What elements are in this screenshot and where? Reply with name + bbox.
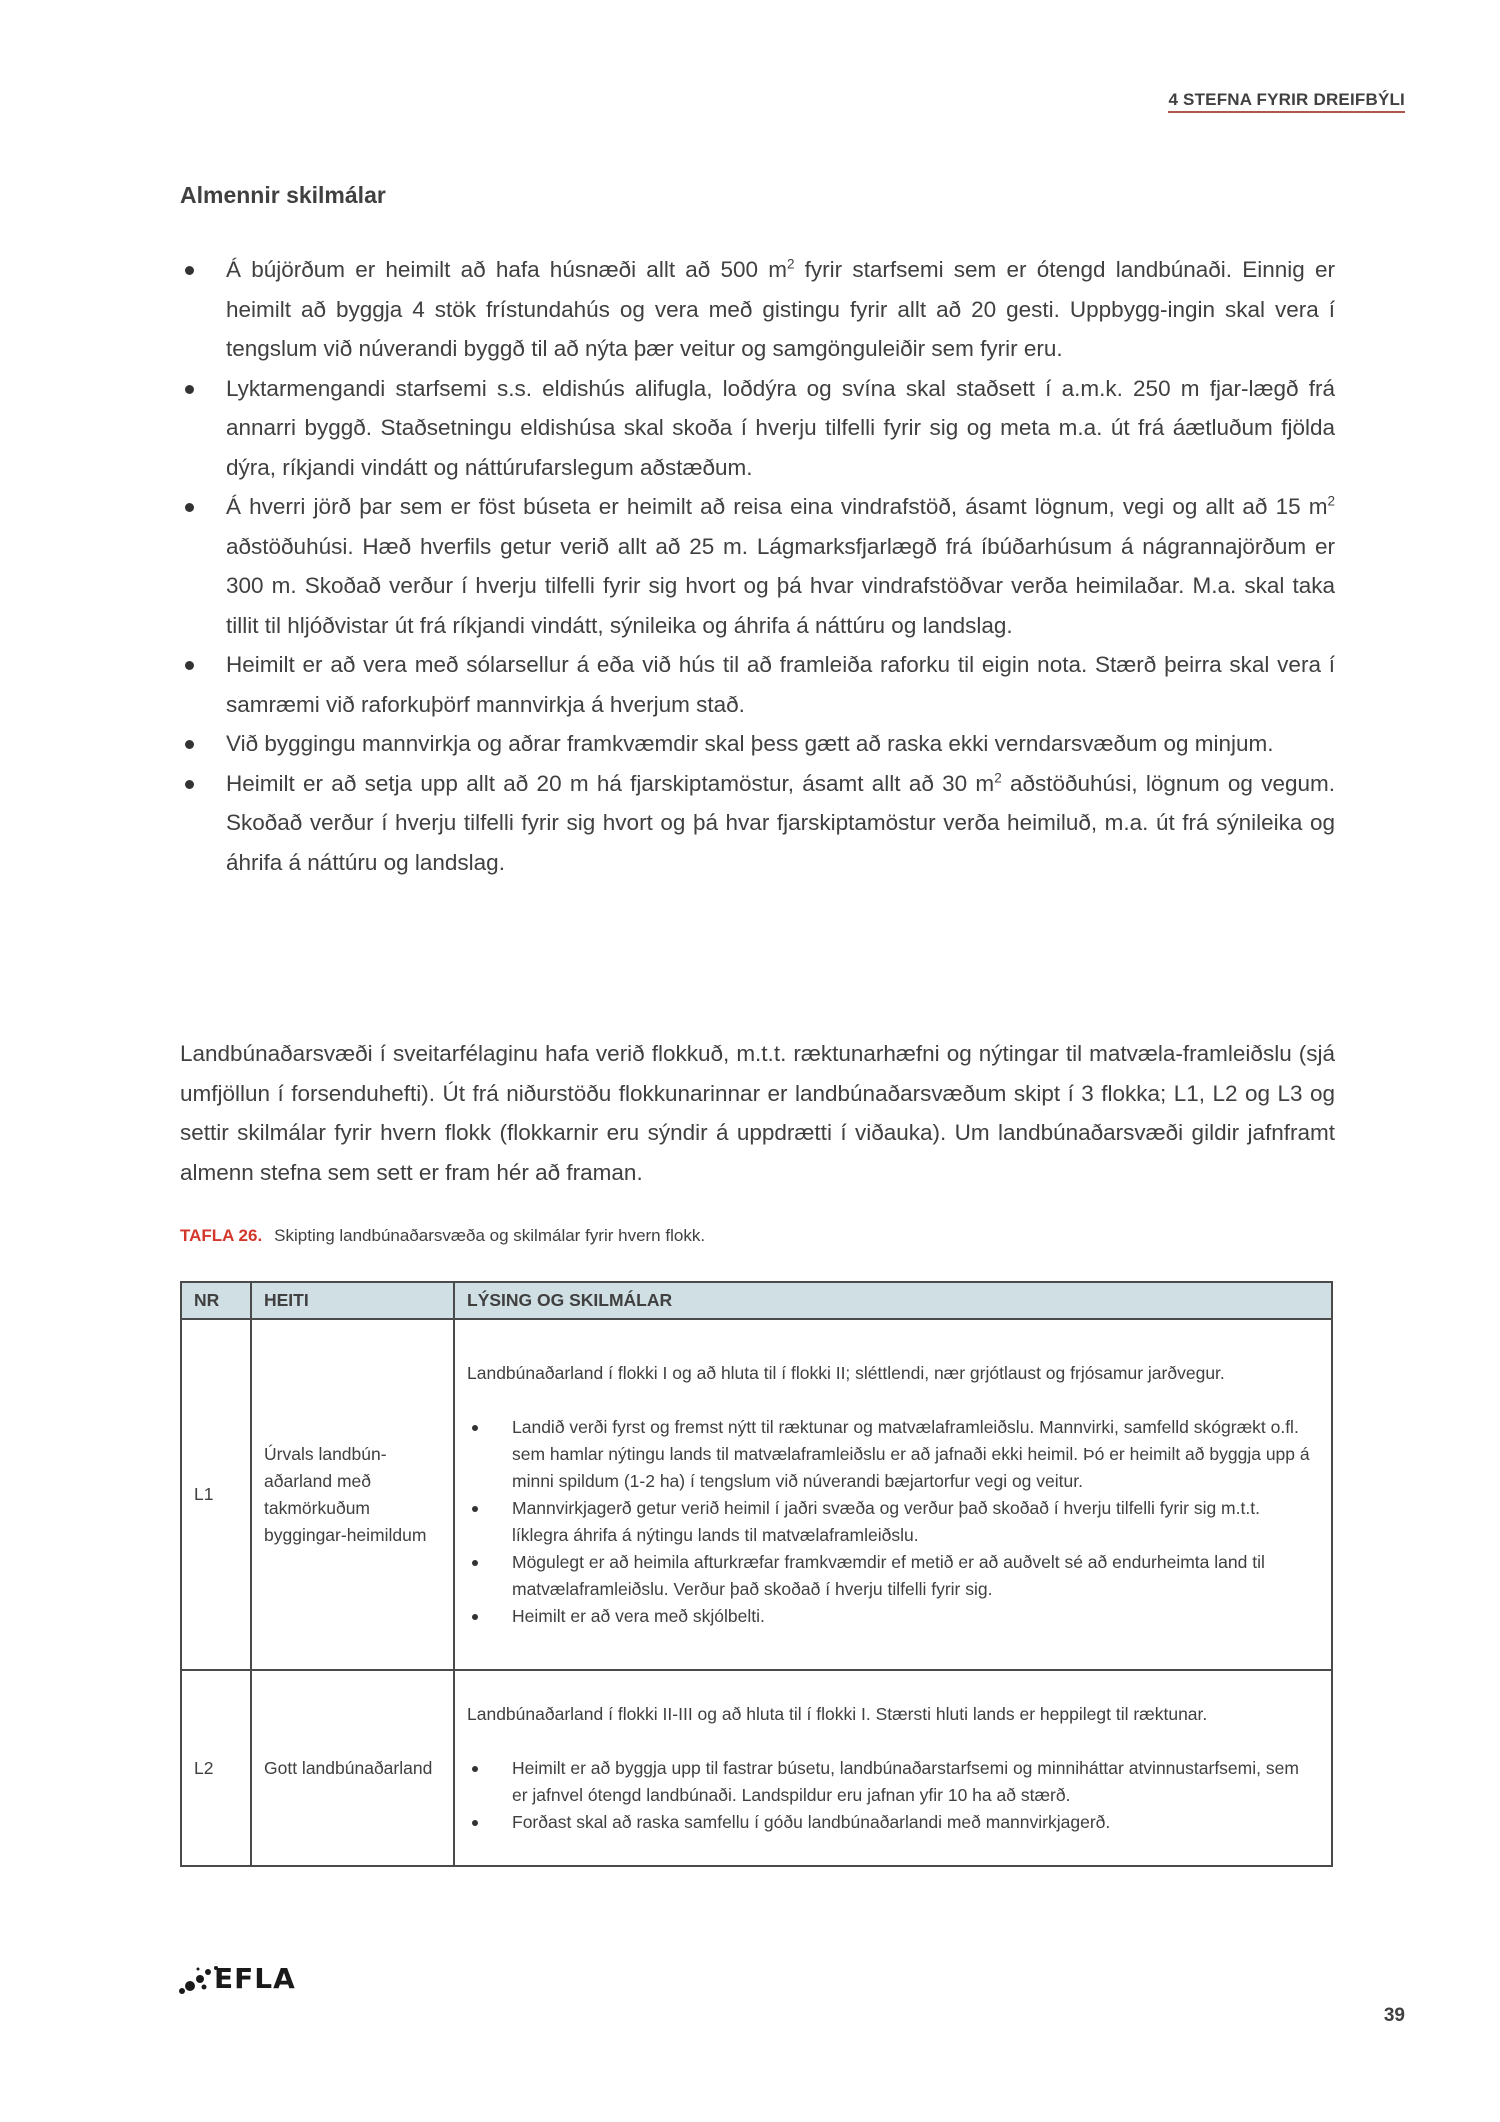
section-title: Almennir skilmálar — [180, 182, 386, 208]
bullet-icon — [472, 1425, 478, 1431]
cell-heiti: Gott landbúnaðarland — [251, 1670, 454, 1866]
table-caption-label: TAFLA 26. — [180, 1226, 263, 1245]
column-header-lysing: LÝSING OG SKILMÁLAR — [454, 1282, 1332, 1319]
bullet-icon — [185, 503, 194, 512]
cell-description — [454, 1670, 1332, 1866]
bullet-icon — [185, 661, 194, 670]
list-item: Heimilt er að setja upp allt að 20 m há fjarskiptamöstur, ásamt allt að 30 $m^2$ aðstöðuhúsi, lögnum og vegum. Skoðað verður í hverju tilfelli fyrir sig hvort og þá hvar fjarskiptamöstur verða heimiluð, m.a. út frá sýnileika og áhrifa á náttúru og landslag. — [180, 764, 1335, 883]
logo-text: EFLA — [214, 1962, 296, 1995]
table-row — [181, 1319, 1332, 1670]
list-item: Lyktarmengandi starfsemi s.s. eldishús alifugla, loðdýra og svína skal staðsett í a.m.k. 250 m fjar-lægð frá annarri byggð. Staðsetningu eldishúsa skal skoða í hverju tilfelli fyrir sig og meta m.a. út frá áætluðum fjölda dýra, ríkjandi vindátt og náttúrufarslegum aðstæðum. — [180, 369, 1335, 488]
page-number: 39 — [1383, 2005, 1405, 2026]
bullet-icon — [472, 1766, 478, 1772]
description-list — [467, 1414, 1319, 1630]
description-list — [467, 1755, 1319, 1836]
table-header-row — [181, 1282, 1332, 1319]
table-row — [181, 1670, 1332, 1866]
bullet-icon — [472, 1614, 478, 1620]
list-item: Við byggingu mannvirkja og aðrar framkvæmdir skal þess gætt að raska ekki verndarsvæðum og minjum. — [180, 724, 1335, 764]
list-item: Á hverri jörð þar sem er föst búseta er heimilt að reisa eina vindrafstöð, ásamt lögnum, vegi og allt að 15 $m^2$ aðstöðuhúsi. Hæð hverfils getur verið allt að 25 m. Lágmarksfjarlægð frá íbúðarhúsum á nágrannajörðum er 300 m. Skoðað verður í hverju tilfelli fyrir sig hvort og þá hvar vindrafstöðvar verða heimilaðar. M.a. skal taka tillit til hljóðvistar út frá ríkjandi vindátt, sýnileika og áhrifa á náttúru og landslag. — [180, 487, 1335, 645]
table-caption-text: Skipting landbúnaðarsvæða og skilmálar fyrir hvern flokk. — [274, 1226, 706, 1245]
general-terms-list — [180, 250, 1335, 882]
table-caption — [180, 1226, 705, 1246]
bullet-icon — [185, 385, 194, 394]
description-intro: Landbúnaðarland í flokki II-III og að hluta til í flokki I. Stærsti hluti lands er heppilegt til ræktunar. — [467, 1703, 1208, 1724]
chapter-header: 4 STEFNA FYRIR DREIFBÝLI — [1168, 90, 1405, 113]
cell-nr: L1 — [181, 1319, 251, 1670]
list-item: Á bújörðum er heimilt að hafa húsnæði allt að 500 $m^2$ fyrir starfsemi sem er ótengd landbúnaði. Einnig er heimilt að byggja 4 stök frístundahús og vera með gistingu fyrir allt að 20 gesti. Uppbygg-ingin skal vera í tengslum við núverandi byggð til að nýta þær veitur og samgönguleiðir sem fyrir eru. — [180, 250, 1335, 369]
list-item: Heimilt er að byggja upp til fastrar búsetu, landbúnaðarstarfsemi og minniháttar atvinnustarfsemi, sem er jafnvel ótengd landbúnaði. Landspildur eru jafnan yfir 10 ha að stærð. — [467, 1755, 1319, 1809]
bullet-icon — [472, 1560, 478, 1566]
list-item: Mögulegt er að heimila afturkræfar framkvæmdir ef metið er að auðvelt sé að endurheimta land til matvælaframleiðslu. Verður það skoðað í hverju tilfelli fyrir sig. — [467, 1549, 1319, 1603]
list-item: Forðast skal að raska samfellu í góðu landbúnaðarlandi með mannvirkjagerð. — [467, 1809, 1319, 1836]
list-item: Heimilt er að vera með skjólbelti. — [467, 1603, 1319, 1630]
bullet-icon — [185, 780, 194, 789]
land-classification-table — [180, 1281, 1333, 1867]
body-paragraph: Landbúnaðarsvæði í sveitarfélaginu hafa verið flokkuð, m.t.t. ræktunarhæfni og nýtingar til matvæla-framleiðslu (sjá umfjöllun í forsenduhefti). Út frá niðurstöðu flokkunarinnar er landbúnaðarsvæðum skipt í 3 flokka; L1, L2 og L3 og settir skilmálar fyrir hvern flokk (flokkarnir eru sýndir á uppdrætti í viðauka). Um landbúnaðarsvæði gildir jafnframt almenn stefna sem sett er fram hér að framan. — [180, 1041, 1335, 1185]
description-intro: Landbúnaðarland í flokki I og að hluta til í flokki II; sléttlendi, nær grjótlaust og frjósamur jarðvegur. — [467, 1362, 1225, 1383]
bullet-icon — [472, 1820, 478, 1826]
column-header-nr: NR — [181, 1282, 251, 1319]
bullet-icon — [185, 740, 194, 749]
list-item: Landið verði fyrst og fremst nýtt til ræktunar og matvælaframleiðslu. Mannvirki, samfelld skógrækt o.fl. sem hamlar nýtingu lands til matvælaframleiðslu er að jafnaði ekki heimil. Þó er heimilt að byggja upp á minni spildum (1-2 ha) í tengslum við núverandi bæjartorfur vegi og veitur. — [467, 1414, 1319, 1495]
logo-dots-icon — [178, 1965, 218, 1995]
list-item: Heimilt er að vera með sólarsellur á eða við hús til að framleiða raforku til eigin nota. Stærð þeirra skal vera í samræmi við raforkuþörf mannvirkja á hverjum stað. — [180, 645, 1335, 724]
list-item: Mannvirkjagerð getur verið heimil í jaðri svæða og verður það skoðað í hverju tilfelli fyrir sig m.t.t. líklegra áhrifa á nýtingu lands til matvælaframleiðslu. — [467, 1495, 1319, 1549]
cell-heiti: Úrvals landbún-aðarland með takmörkuðum byggingar-heimildum — [251, 1319, 454, 1670]
bullet-icon — [185, 266, 194, 275]
cell-nr: L2 — [181, 1670, 251, 1866]
column-header-heiti: HEITI — [251, 1282, 454, 1319]
cell-description — [454, 1319, 1332, 1670]
bullet-icon — [472, 1506, 478, 1512]
efla-logo — [178, 1962, 298, 1995]
